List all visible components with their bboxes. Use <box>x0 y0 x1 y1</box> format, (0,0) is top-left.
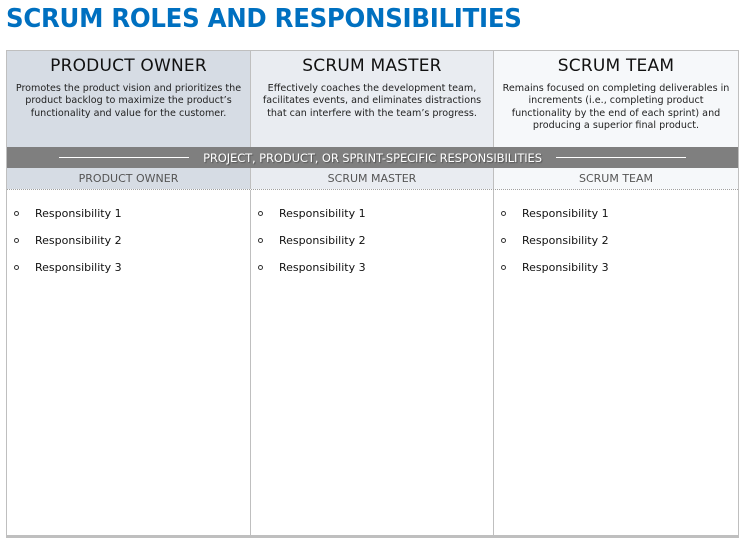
list-item[interactable] <box>7 254 250 281</box>
roles-table <box>6 50 739 538</box>
role-cell-scrum-master <box>251 51 494 147</box>
role-description: Remains focused on completing deliverables in increments (i.e., completing product functionality by the end of each sprint) and producing a superior final product. <box>502 83 730 131</box>
list-item[interactable] <box>494 200 738 227</box>
list-item[interactable] <box>494 227 738 254</box>
role-title: PRODUCT OWNER <box>50 56 207 76</box>
responsibilities-scrum-team[interactable] <box>494 190 738 535</box>
responsibilities-product-owner[interactable] <box>7 190 251 535</box>
list-item[interactable] <box>7 227 250 254</box>
list-item[interactable] <box>251 227 493 254</box>
list-item[interactable] <box>7 200 250 227</box>
sub-header-scrum-master: SCRUM MASTER <box>251 168 494 189</box>
list-item-text: Responsibility 2 <box>522 234 609 247</box>
list-item[interactable] <box>251 200 493 227</box>
banner-rule-left <box>59 157 189 158</box>
circle-bullet-icon <box>14 211 19 216</box>
role-title: SCRUM TEAM <box>557 56 675 76</box>
role-description-row <box>7 51 738 147</box>
circle-bullet-icon <box>258 211 263 216</box>
circle-bullet-icon <box>14 238 19 243</box>
banner-rule-right <box>556 157 686 158</box>
circle-bullet-icon <box>258 238 263 243</box>
role-title: SCRUM MASTER <box>302 56 442 76</box>
sub-header-row <box>7 168 738 190</box>
page-title: SCRUM ROLES AND RESPONSIBILITIES <box>6 4 522 34</box>
responsibilities-row <box>7 190 738 535</box>
circle-bullet-icon <box>258 265 263 270</box>
circle-bullet-icon <box>14 265 19 270</box>
sub-header-product-owner: PRODUCT OWNER <box>7 168 251 189</box>
role-cell-scrum-team <box>494 51 738 147</box>
list-item[interactable] <box>494 254 738 281</box>
circle-bullet-icon <box>501 238 506 243</box>
sub-header-scrum-team: SCRUM TEAM <box>494 168 738 189</box>
circle-bullet-icon <box>501 265 506 270</box>
role-description: Promotes the product vision and prioritizes the product backlog to maximize the product’s functionality and value for the customer. <box>15 83 242 119</box>
list-item-text: Responsibility 3 <box>279 261 366 274</box>
banner-text: PROJECT, PRODUCT, OR SPRINT-SPECIFIC RESPONSIBILITIES <box>203 150 542 165</box>
responsibilities-scrum-master[interactable] <box>251 190 494 535</box>
list-item-text: Responsibility 3 <box>35 261 122 274</box>
list-item-text: Responsibility 2 <box>35 234 122 247</box>
list-item-text: Responsibility 3 <box>522 261 609 274</box>
list-item-text: Responsibility 1 <box>279 207 366 220</box>
list-item-text: Responsibility 1 <box>35 207 122 220</box>
circle-bullet-icon <box>501 211 506 216</box>
role-cell-product-owner <box>7 51 251 147</box>
list-item-text: Responsibility 2 <box>279 234 366 247</box>
list-item-text: Responsibility 1 <box>522 207 609 220</box>
section-banner <box>7 147 738 168</box>
role-description: Effectively coaches the development team, facilitates events, and eliminates distractions that can interfere with the team’s progress. <box>262 83 482 119</box>
list-item[interactable] <box>251 254 493 281</box>
